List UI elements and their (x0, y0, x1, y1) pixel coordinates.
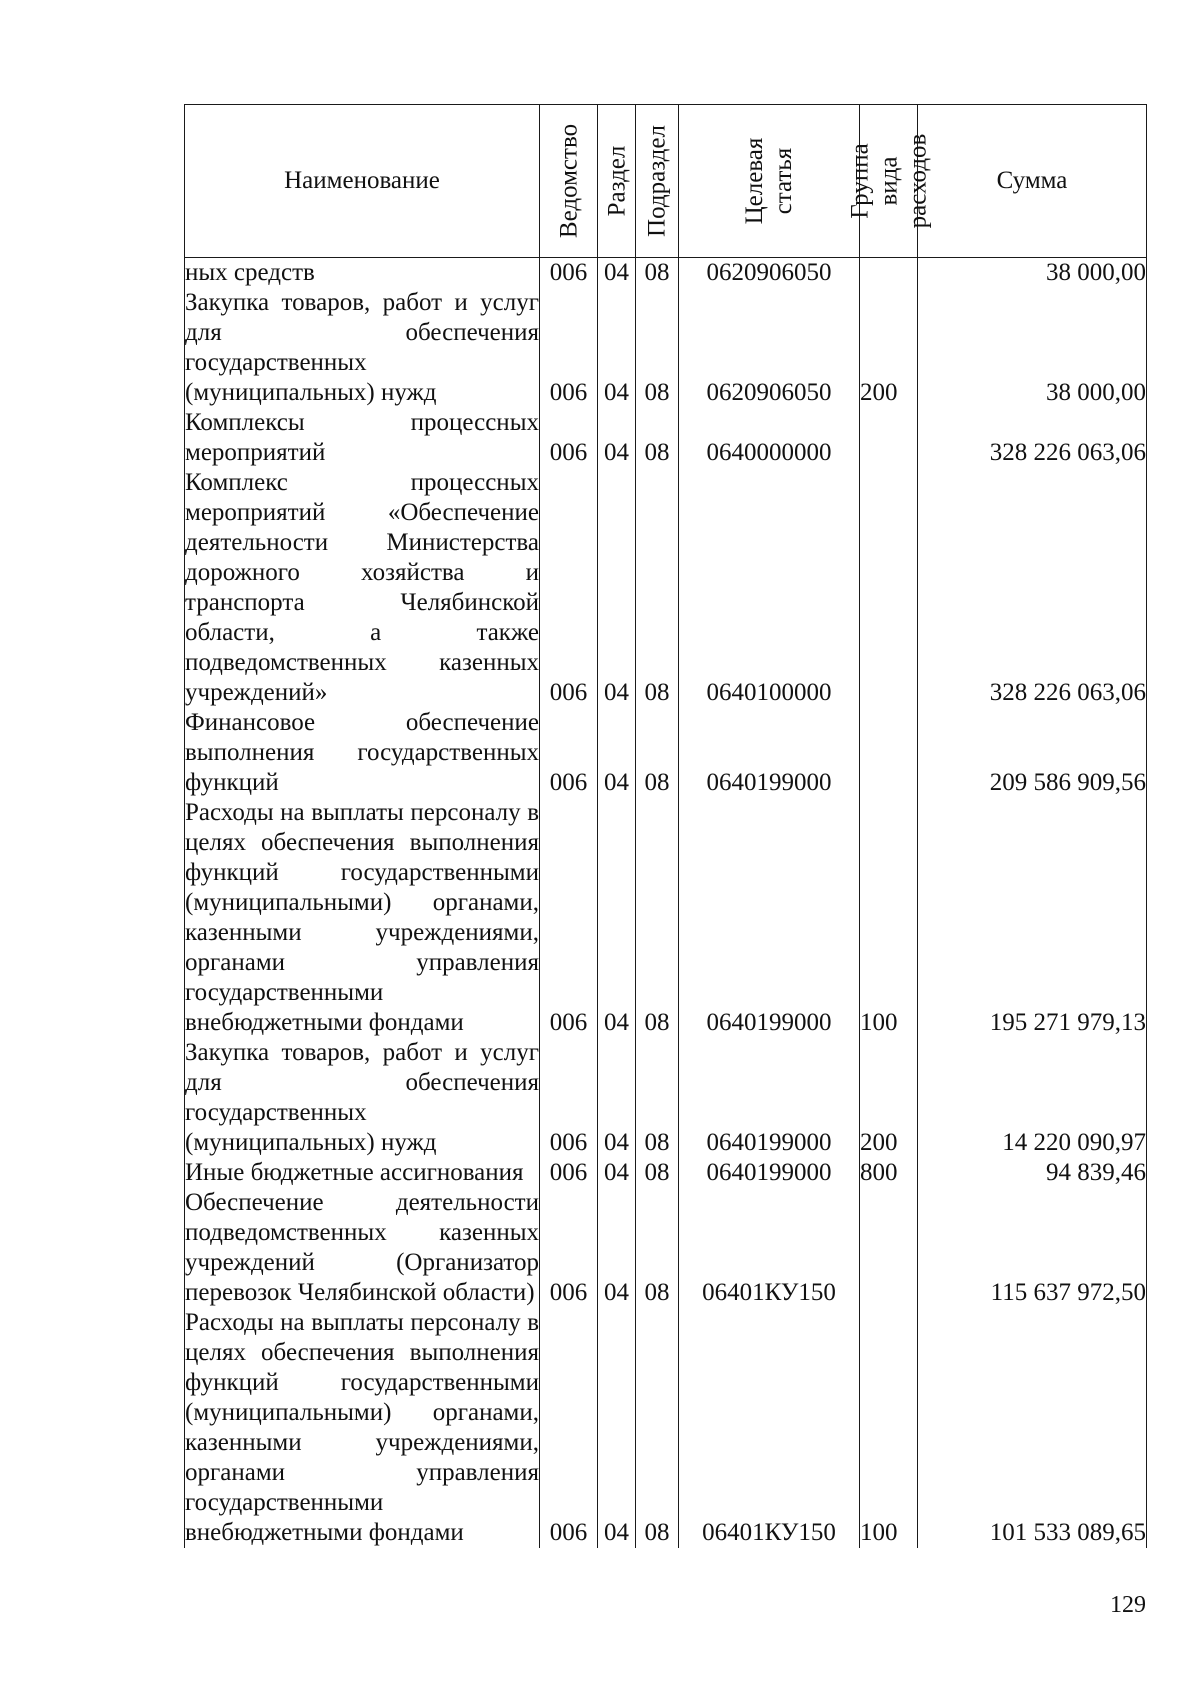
header-target: Целевая статья (679, 105, 860, 258)
header-sum: Сумма (918, 105, 1147, 258)
table-row (185, 468, 1147, 708)
cell-subsection: 08 (636, 258, 679, 289)
table-row (185, 288, 1147, 408)
cell-target: 06401КУ150 (679, 1308, 860, 1548)
cell-group: 100 (860, 1308, 918, 1548)
cell-target: 0620906050 (679, 258, 860, 289)
cell-dept: 006 (540, 1038, 598, 1158)
cell-name: Закупка товаров, работ и услуг для обеспечения государственных (муниципальных) нужд (185, 289, 539, 406)
cell-target: 0640199000 (679, 1038, 860, 1158)
cell-section: 04 (598, 1038, 636, 1158)
cell-sum: 94 839,46 (918, 1158, 1147, 1188)
cell-section: 04 (598, 1158, 636, 1188)
cell-sum: 115 637 972,50 (918, 1188, 1147, 1308)
cell-group (860, 408, 918, 468)
cell-target: 0640100000 (679, 468, 860, 708)
cell-subsection: 08 (636, 1188, 679, 1308)
cell-sum: 38 000,00 (918, 258, 1147, 289)
cell-group: 100 (860, 798, 918, 1038)
cell-name: Иные бюджетные ассигнования (185, 1158, 540, 1188)
cell-dept: 006 (540, 288, 598, 408)
table-row (185, 798, 1147, 1038)
cell-sum: 14 220 090,97 (918, 1038, 1147, 1158)
table-body (185, 258, 1147, 1549)
table-row (185, 1038, 1147, 1158)
cell-group (860, 258, 918, 289)
table-header-row (185, 105, 1147, 258)
cell-section: 04 (598, 288, 636, 408)
cell-group (860, 1188, 918, 1308)
table-row (185, 1188, 1147, 1308)
cell-group: 800 (860, 1158, 918, 1188)
cell-target: 0640199000 (679, 1158, 860, 1188)
cell-section: 04 (598, 468, 636, 708)
cell-subsection: 08 (636, 1158, 679, 1188)
cell-section: 04 (598, 708, 636, 798)
budget-table (184, 104, 1147, 1548)
cell-sum: 328 226 063,06 (918, 408, 1147, 468)
cell-subsection: 08 (636, 1308, 679, 1548)
cell-sum: 209 586 909,56 (918, 708, 1147, 798)
cell-subsection: 08 (636, 408, 679, 468)
cell-dept: 006 (540, 408, 598, 468)
cell-dept: 006 (540, 468, 598, 708)
cell-subsection: 08 (636, 288, 679, 408)
cell-dept: 006 (540, 1158, 598, 1188)
cell-dept: 006 (540, 258, 598, 289)
cell-subsection: 08 (636, 798, 679, 1038)
cell-name: Комплексы процессных мероприятий (185, 409, 539, 466)
cell-target: 0640000000 (679, 408, 860, 468)
cell-dept: 006 (540, 798, 598, 1038)
cell-group: 200 (860, 288, 918, 408)
cell-target: 0620906050 (679, 288, 860, 408)
table-row (185, 708, 1147, 798)
header-group: Группа вида расходов (860, 105, 918, 258)
cell-subsection: 08 (636, 708, 679, 798)
cell-name: ных средств (185, 258, 540, 289)
header-subsection: Подраздел (636, 105, 679, 258)
table-row (185, 408, 1147, 468)
cell-section: 04 (598, 258, 636, 289)
cell-section: 04 (598, 408, 636, 468)
cell-name: Финансовое обеспечение выполнения государственных функций (185, 709, 539, 796)
cell-sum: 101 533 089,65 (918, 1308, 1147, 1548)
cell-dept: 006 (540, 1188, 598, 1308)
cell-target: 0640199000 (679, 798, 860, 1038)
cell-name: Обеспечение деятельности подведомственных казенных учреждений (Организатор перевозок Челябинской области) (185, 1189, 539, 1306)
cell-sum: 38 000,00 (918, 288, 1147, 408)
cell-name: Расходы на выплаты персоналу в целях обеспечения выполнения функций государственными (муниципальными) органами, казенными учреждениями, органами управления государственными внебюджетными фондами (185, 1309, 539, 1546)
cell-sum: 195 271 979,13 (918, 798, 1147, 1038)
cell-target: 06401КУ150 (679, 1188, 860, 1308)
header-dept: Ведомство (540, 105, 598, 258)
cell-group: 200 (860, 1038, 918, 1158)
cell-target: 0640199000 (679, 708, 860, 798)
cell-group (860, 708, 918, 798)
table-row (185, 1158, 1147, 1188)
cell-name: Комплекс процессных мероприятий «Обеспечение деятельности Министерства дорожного хозяйства и транспорта Челябинской области, а также подведомственных казенных учреждений» (185, 469, 539, 706)
cell-dept: 006 (540, 1308, 598, 1548)
cell-section: 04 (598, 1188, 636, 1308)
header-name: Наименование (185, 105, 540, 258)
page-number: 129 (1110, 1592, 1146, 1618)
cell-subsection: 08 (636, 468, 679, 708)
cell-section: 04 (598, 798, 636, 1038)
cell-dept: 006 (540, 708, 598, 798)
cell-group (860, 468, 918, 708)
header-section: Раздел (598, 105, 636, 258)
cell-sum: 328 226 063,06 (918, 468, 1147, 708)
cell-subsection: 08 (636, 1038, 679, 1158)
cell-name: Закупка товаров, работ и услуг для обеспечения государственных (муниципальных) нужд (185, 1039, 539, 1156)
cell-section: 04 (598, 1308, 636, 1548)
table-row (185, 258, 1147, 289)
table-row (185, 1308, 1147, 1548)
cell-name: Расходы на выплаты персоналу в целях обеспечения выполнения функций государственными (муниципальными) органами, казенными учреждениями, органами управления государственными внебюджетными фондами (185, 799, 539, 1036)
